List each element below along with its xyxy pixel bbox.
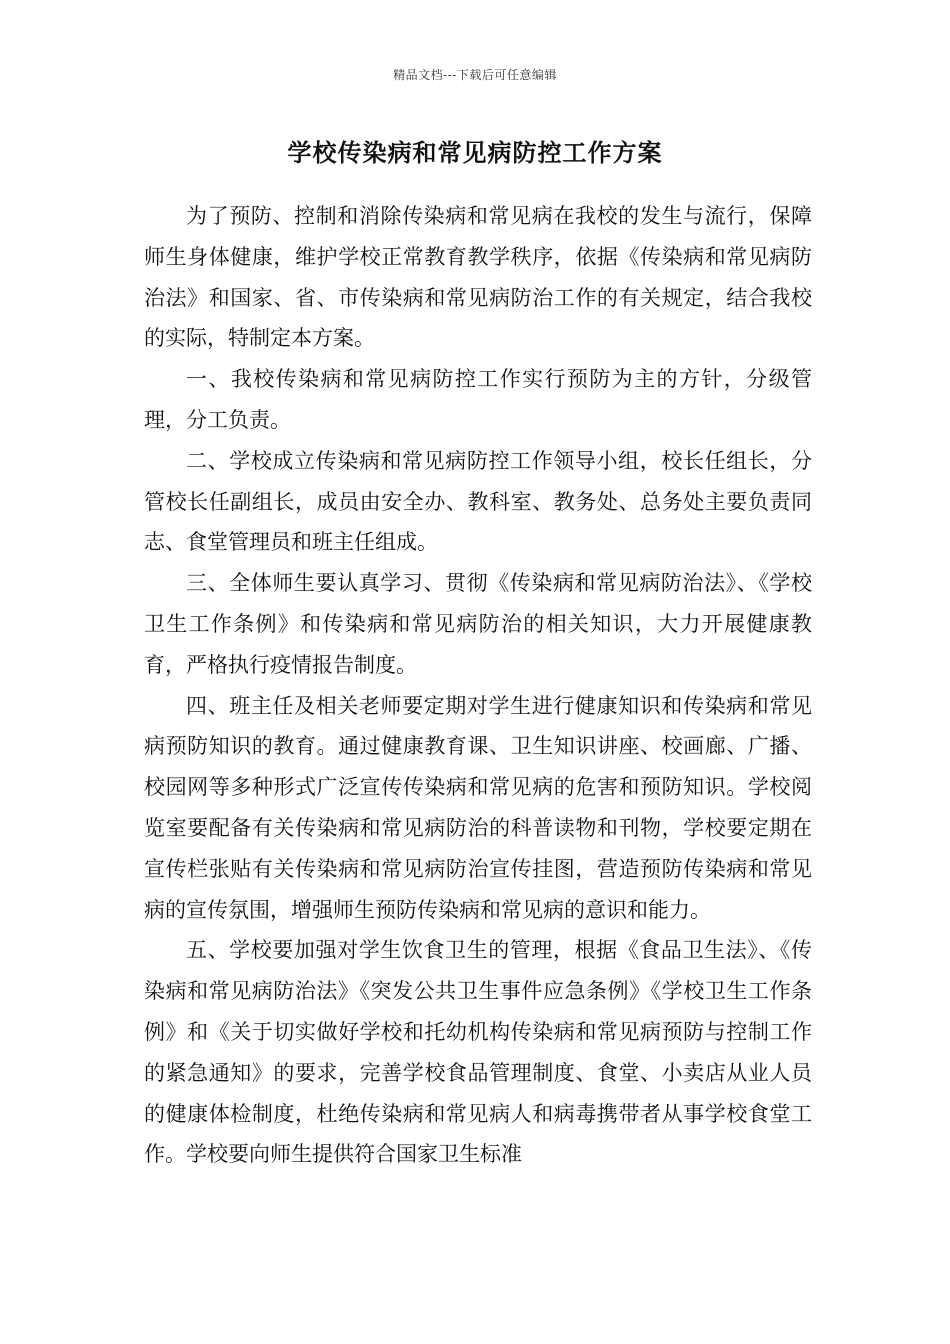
document-body	[144, 196, 812, 1175]
paragraph-item-2: 二、学校成立传染病和常见病防控工作领导小组，校长任组长，分管校长任副组长，成员由安全办、教科室、教务处、总务处主要负责同志、食堂管理员和班主任组成。	[144, 448, 812, 555]
paragraph-item-4: 四、班主任及相关老师要定期对学生进行健康知识和传染病和常见病预防知识的教育。通过健康教育课、卫生知识讲座、校画廊、广播、校园网等多种形式广泛宣传传染病和常见病的危害和预防知识。学校阅览室要配备有关传染病和常见病防治的科普读物和刊物，学校要定期在宣传栏张贴有关传染病和常见病防治宣传挂图，营造预防传染病和常见病的宣传氛围，增强师生预防传染病和常见病的意识和能力。	[144, 693, 812, 922]
paragraph-intro: 为了预防、控制和消除传染病和常见病在我校的发生与流行，保障师生身体健康，维护学校正常教育教学秩序，依据《传染病和常见病防治法》和国家、省、市传染病和常见病防治工作的有关规定，结合我校的实际，特制定本方案。	[144, 204, 812, 351]
document-title: 学校传染病和常见病防控工作方案	[287, 138, 663, 167]
paragraph-item-3: 三、全体师生要认真学习、贯彻《传染病和常见病防治法》、《学校卫生工作条例》和传染病和常见病防治的相关知识，大力开展健康教育，严格执行疫情报告制度。	[144, 571, 812, 677]
paragraph-item-1: 一、我校传染病和常见病防控工作实行预防为主的方针，分级管理，分工负责。	[144, 367, 812, 432]
header-note: 精品文档---下载后可任意编辑	[393, 68, 557, 82]
paragraph-item-5: 五、学校要加强对学生饮食卫生的管理，根据《食品卫生法》、《传染病和常见病防治法》《突发公共卫生事件应急条例》《学校卫生工作条例》和《关于切实做好学校和托幼机构传染病和常见病预防与控制工作的紧急通知》的要求，完善学校食品管理制度、食堂、小卖店从业人员的健康体检制度，杜绝传染病和常见病人和病毒携带者从事学校食堂工作。学校要向师生提供符合国家卫生标准	[144, 938, 812, 1167]
